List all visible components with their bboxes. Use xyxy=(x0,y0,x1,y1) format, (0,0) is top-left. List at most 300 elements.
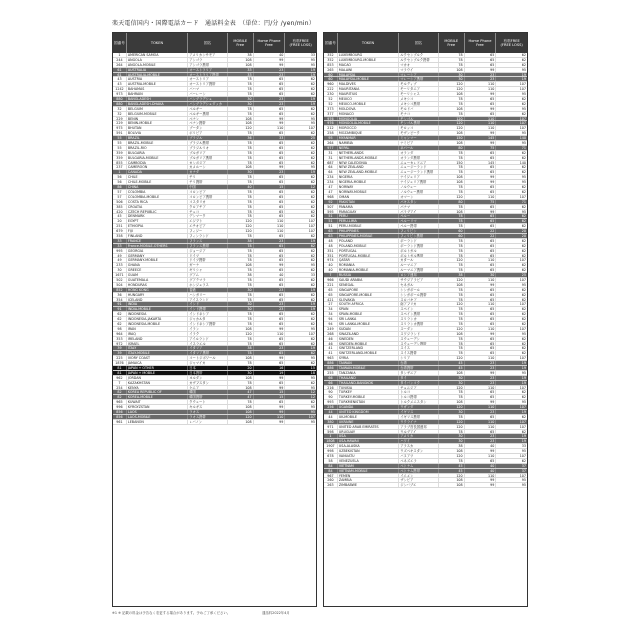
cell-home-phone-rate: 99 xyxy=(465,210,497,214)
cell-mobile-rate: 150 xyxy=(439,136,465,140)
cell-free-loss-rate: 62 xyxy=(521,62,526,67)
cell-mobile-rate: 78 xyxy=(439,63,465,67)
cell-free-loss-rate: 62 xyxy=(310,77,315,82)
cell-home-phone-rate: 65 xyxy=(254,175,286,179)
cell-code: 1808 xyxy=(324,439,338,443)
cell-token: CHINA xyxy=(127,185,188,189)
cell-country-name: エチオピア xyxy=(188,224,228,228)
cell-free-loss-rate: 62 xyxy=(521,214,526,219)
cell-mobile-rate: 108 xyxy=(228,165,254,169)
cell-home-phone-rate: 65 xyxy=(465,263,497,267)
cell-home-phone-rate: 99 xyxy=(465,283,497,287)
cell-mobile-rate: 78 xyxy=(439,346,465,350)
cell-free-loss-rate: 33 xyxy=(310,53,315,57)
cell-token: CZECH REPUBLIC xyxy=(127,210,188,214)
cell-token: ANGOLA xyxy=(127,58,188,62)
cell-country-name: スリランカ携帯 xyxy=(399,322,439,326)
cell-home-phone-rate: 15 xyxy=(254,390,286,394)
cell-home-phone-rate: 23 xyxy=(254,170,286,174)
cell-home-phone-rate: 65 xyxy=(465,239,497,243)
cell-home-phone-rate: 23 xyxy=(254,288,286,292)
cell-token: SWEDEN xyxy=(338,337,399,341)
cell-country-name: ザンビア xyxy=(399,478,439,482)
cell-free-loss-rate: 15 xyxy=(310,366,315,370)
cell-home-phone-rate: 65 xyxy=(465,415,497,419)
cell-country-name: カザフスタン xyxy=(188,381,228,385)
cell-home-phone-rate: 75 xyxy=(465,146,497,150)
cell-home-phone-rate: 65 xyxy=(254,278,286,282)
cell-token: PORTUGAL-MOBILE xyxy=(338,254,399,258)
cell-mobile-rate: 78 xyxy=(439,351,465,355)
cell-token: ITALY-MOBILE xyxy=(127,351,188,355)
cell-token: KOREA-MOBILE xyxy=(127,395,188,399)
cell-token: MALDIVES xyxy=(338,82,399,86)
cell-mobile-rate: 108 xyxy=(439,180,465,184)
cell-country-name: ホンジュラス xyxy=(188,283,228,287)
cell-mobile-rate: 78 xyxy=(228,254,254,258)
cell-free-loss-rate: 107 xyxy=(519,424,526,429)
cell-code: 94 xyxy=(324,322,338,326)
cell-mobile-rate: 80 xyxy=(439,146,465,150)
cell-free-loss-rate: 62 xyxy=(310,336,315,341)
cell-country-name: スリランカ xyxy=(399,317,439,321)
cell-free-loss-rate: 25 xyxy=(310,136,315,141)
cell-token: PHILIPPINES xyxy=(338,229,399,233)
cell-mobile-rate: 78 xyxy=(228,249,254,253)
cell-country-name: チリ携帯 xyxy=(188,180,228,184)
cell-country-name: ポルトガル xyxy=(399,249,439,253)
cell-home-phone-rate: 99 xyxy=(465,107,497,111)
cell-mobile-rate: 108 xyxy=(228,63,254,67)
cell-home-phone-rate: 65 xyxy=(254,210,286,214)
cell-mobile-rate: 30 xyxy=(439,439,465,443)
cell-home-phone-rate: 30 xyxy=(465,273,497,277)
cell-home-phone-rate: 65 xyxy=(465,185,497,189)
cell-mobile-rate: 78 xyxy=(439,214,465,218)
cell-country-name: ナイジェリア xyxy=(399,175,439,179)
cell-token: PERU xyxy=(338,214,399,218)
cell-code: 44 xyxy=(324,415,338,419)
cell-free-loss-rate: 107 xyxy=(519,258,526,263)
cell-home-phone-rate: 23 xyxy=(254,97,286,101)
cell-token: LUXEMBOURG xyxy=(338,53,399,57)
cell-free-loss-rate: 62 xyxy=(521,458,526,463)
cell-free-loss-rate: 12 xyxy=(310,390,315,395)
cell-code: 263 xyxy=(324,483,338,487)
cell-home-phone-rate: 99 xyxy=(254,420,286,424)
cell-mobile-rate: 120 xyxy=(439,278,465,282)
cell-mobile-rate: 108 xyxy=(439,483,465,487)
cell-country-name: タイバンコク xyxy=(399,381,439,385)
cell-country-name: チェコ xyxy=(188,210,228,214)
cell-country-name: ルクセンブルク xyxy=(399,53,439,57)
cell-code: 998 xyxy=(324,449,338,453)
cell-country-name: コロンビア xyxy=(188,190,228,194)
cell-free-loss-rate: 62 xyxy=(521,53,526,57)
cell-code: 41 xyxy=(324,351,338,355)
header-country-name: 国名 xyxy=(188,33,228,53)
cell-mobile-rate: 78 xyxy=(228,205,254,209)
cell-home-phone-rate: 110 xyxy=(465,302,497,306)
cell-country-name: ベネズエラ xyxy=(399,459,439,463)
cell-code: 385 xyxy=(113,205,127,209)
cell-code: 222 xyxy=(324,87,338,91)
cell-free-loss-rate: 107 xyxy=(519,87,526,92)
cell-token: SRI LANKA-MOBILE xyxy=(338,322,399,326)
cell-country-name: ポルトガル携帯 xyxy=(399,254,439,258)
cell-country-name: ブラジルリオ xyxy=(188,146,228,150)
cell-country-name: イラク xyxy=(188,332,228,336)
cell-mobile-rate: 78 xyxy=(439,288,465,292)
cell-free-loss-rate: 95 xyxy=(310,62,315,67)
cell-mobile-rate: 30 xyxy=(228,302,254,306)
cell-mobile-rate: 47 xyxy=(228,390,254,394)
cell-mobile-rate: 78 xyxy=(228,214,254,218)
cell-home-phone-rate: 65 xyxy=(465,151,497,155)
cell-code: 880 xyxy=(113,102,127,106)
cell-mobile-rate: 45 xyxy=(439,469,465,473)
cell-code: 502 xyxy=(113,278,127,282)
cell-country-name: ブラジル携帯 xyxy=(188,141,228,145)
cell-token: CAMBODIA xyxy=(127,161,188,165)
cell-country-name: イエメン xyxy=(399,474,439,478)
cell-free-loss-rate: 95 xyxy=(521,106,526,111)
cell-home-phone-rate: 65 xyxy=(254,400,286,404)
cell-country-name: ナイジェリア携帯 xyxy=(399,180,439,184)
cell-country-name: 台湾携帯 xyxy=(399,366,439,370)
cell-country-name: パラグアイ xyxy=(399,210,439,214)
cell-country-name: トルコ xyxy=(399,390,439,394)
cell-token: MOROCCO xyxy=(338,126,399,130)
cell-home-phone-rate: 65 xyxy=(465,58,497,62)
cell-free-loss-rate: 19 xyxy=(310,346,315,351)
cell-token: BOLIVIA xyxy=(127,131,188,135)
cell-country-name: ベトナム xyxy=(399,464,439,468)
cell-token: VANUATU xyxy=(338,454,399,458)
cell-token: SINGAPORE-MOBILE xyxy=(338,293,399,297)
cell-token: GUATEMALA xyxy=(127,278,188,282)
cell-free-loss-rate: 62 xyxy=(521,390,526,395)
cell-home-phone-rate: 65 xyxy=(254,205,286,209)
cell-country-name: オマーン xyxy=(399,195,439,199)
cell-token: SRI LANKA xyxy=(338,317,399,321)
cell-free-loss-rate: 62 xyxy=(310,214,315,219)
cell-free-loss-rate: 19 xyxy=(521,434,526,439)
cell-mobile-rate: 78 xyxy=(228,151,254,155)
cell-home-phone-rate: 65 xyxy=(465,307,497,311)
cell-mobile-rate: 78 xyxy=(439,165,465,169)
cell-token: SOUTH AFRICA xyxy=(338,302,399,306)
cell-home-phone-rate: 99 xyxy=(254,376,286,380)
cell-free-loss-rate: 62 xyxy=(521,429,526,434)
cell-country-name: ブルガリア携帯 xyxy=(188,156,228,160)
cell-free-loss-rate: 95 xyxy=(310,326,315,331)
cell-token: USA xyxy=(338,434,399,438)
cell-free-loss-rate: 107 xyxy=(308,224,315,229)
cell-code: 1 xyxy=(324,434,338,438)
cell-mobile-rate: 108 xyxy=(228,410,254,414)
cell-code: 595 xyxy=(324,210,338,214)
cell-token: KOREA REPUBLIC OF xyxy=(127,390,188,394)
cell-country-name: ハワイ xyxy=(399,439,439,443)
cell-mobile-rate: 108 xyxy=(439,283,465,287)
cell-code: 43 xyxy=(113,82,127,86)
cell-free-loss-rate: 62 xyxy=(521,224,526,229)
cell-code: 33 xyxy=(113,239,127,243)
cell-mobile-rate: 120 xyxy=(439,117,465,121)
cell-token: PERU-MOBILE xyxy=(338,224,399,228)
cell-home-phone-rate: 65 xyxy=(254,141,286,145)
cell-mobile-rate: 120 xyxy=(228,332,254,336)
cell-code: 975 xyxy=(113,126,127,130)
cell-free-loss-rate: 19 xyxy=(521,361,526,365)
cell-home-phone-rate: 15 xyxy=(254,185,286,189)
cell-country-name: タイ xyxy=(399,376,439,380)
cell-free-loss-rate: 107 xyxy=(519,82,526,87)
cell-country-name: カメルーン xyxy=(188,165,228,169)
cell-mobile-rate: 33 xyxy=(228,68,254,72)
cell-home-phone-rate: 40 xyxy=(254,53,286,57)
cell-mobile-rate: 108 xyxy=(439,400,465,404)
cell-home-phone-rate: 99 xyxy=(465,478,497,482)
cell-token: CROATIA xyxy=(127,205,188,209)
cell-mobile-rate: 120 xyxy=(228,415,254,419)
cell-code: 212 xyxy=(324,126,338,130)
cell-code: 84 xyxy=(324,469,338,473)
cell-code: 679 xyxy=(113,229,127,233)
cell-code: 49 xyxy=(113,258,127,262)
cell-code: 32 xyxy=(113,112,127,116)
cell-free-loss-rate: 95 xyxy=(310,375,315,380)
cell-mobile-rate: 78 xyxy=(439,185,465,189)
cell-code: 46 xyxy=(324,342,338,346)
cell-code: 976 xyxy=(324,121,338,125)
cell-country-name: マラウイ xyxy=(399,68,439,72)
cell-free-loss-rate: 107 xyxy=(519,277,526,282)
cell-token: USA-HAWAII xyxy=(338,439,399,443)
cell-home-phone-rate: 65 xyxy=(254,190,286,194)
cell-code: 47 xyxy=(324,185,338,189)
cell-token: LEBANON xyxy=(127,420,188,424)
cell-free-loss-rate: 19 xyxy=(521,77,526,82)
cell-country-name: シンガポール xyxy=(399,288,439,292)
cell-mobile-rate: 78 xyxy=(439,337,465,341)
cell-token: IRAN xyxy=(127,327,188,331)
cell-free-loss-rate: 12 xyxy=(310,185,315,189)
cell-country-name: イタリア xyxy=(188,346,228,350)
cell-free-loss-rate: 62 xyxy=(521,307,526,312)
cell-code: 255 xyxy=(324,371,338,375)
cell-free-loss-rate: 62 xyxy=(521,351,526,356)
cell-mobile-rate: 78 xyxy=(228,278,254,282)
cell-mobile-rate: 78 xyxy=(228,175,254,179)
cell-code: 58 xyxy=(324,459,338,463)
cell-free-loss-rate: 62 xyxy=(310,194,315,199)
cell-free-loss-rate: 95 xyxy=(521,478,526,483)
cell-country-name: クウェート xyxy=(188,400,228,404)
cell-home-phone-rate: 110 xyxy=(465,82,497,86)
cell-home-phone-rate: 65 xyxy=(465,63,497,67)
cell-code: 30 xyxy=(113,268,127,272)
cell-free-loss-rate: 107 xyxy=(308,414,315,419)
cell-mobile-rate: 78 xyxy=(439,395,465,399)
cell-mobile-rate: 78 xyxy=(439,249,465,253)
cell-mobile-rate: 120 xyxy=(439,195,465,199)
cell-home-phone-rate: 65 xyxy=(254,82,286,86)
cell-country-name: ニュージーランド携帯 xyxy=(399,170,439,174)
cell-country-name: ルクセンブルク携帯 xyxy=(399,58,439,62)
cell-country-name: キルギス xyxy=(188,405,228,409)
cell-home-phone-rate: 65 xyxy=(465,346,497,350)
cell-token: ANGOLA-MOBILE xyxy=(127,63,188,67)
cell-mobile-rate: 78 xyxy=(439,102,465,106)
cell-home-phone-rate: 65 xyxy=(254,381,286,385)
cell-code: 968 xyxy=(324,195,338,199)
cell-token: AUSTRALIA xyxy=(127,68,188,72)
cell-mobile-rate: 38 xyxy=(228,273,254,277)
cell-code: 56 xyxy=(113,180,127,184)
cell-token: TURKEY-MOBILE xyxy=(338,395,399,399)
cell-code: 31 xyxy=(324,151,338,155)
cell-mobile-rate: 108 xyxy=(439,92,465,96)
cell-free-loss-rate: 71 xyxy=(521,145,526,150)
table-row xyxy=(324,483,527,488)
cell-mobile-rate: 78 xyxy=(439,322,465,326)
cell-free-loss-rate: 62 xyxy=(521,268,526,273)
cell-code: 856 xyxy=(113,410,127,414)
cell-token: CANADA xyxy=(127,170,188,174)
cell-code: 353 xyxy=(113,337,127,341)
cell-code: 886 xyxy=(324,366,338,370)
cell-home-phone-rate: 65 xyxy=(465,351,497,355)
cell-free-loss-rate: 107 xyxy=(308,126,315,131)
cell-country-name: ベトナム携帯 xyxy=(399,469,439,473)
cell-code: 965 xyxy=(113,400,127,404)
cell-home-phone-rate: 99 xyxy=(254,58,286,62)
cell-token: JAMAICA xyxy=(127,361,188,365)
cell-free-loss-rate: 12 xyxy=(310,395,315,400)
cell-free-loss-rate: 107 xyxy=(519,121,526,126)
cell-code: 856 xyxy=(113,415,127,419)
cell-free-loss-rate: 33 xyxy=(310,273,315,277)
cell-country-name: ヨルダン xyxy=(188,376,228,380)
cell-mobile-rate: 78 xyxy=(439,254,465,258)
cell-code: 63 xyxy=(324,229,338,233)
cell-country-name: カタール xyxy=(399,258,439,262)
cell-country-name: コートジボワール xyxy=(188,356,228,360)
cell-mobile-rate: 150 xyxy=(439,161,465,165)
cell-home-phone-rate: 65 xyxy=(465,390,497,394)
cell-home-phone-rate: 23 xyxy=(254,73,286,77)
header-code: 国番号 xyxy=(113,33,127,53)
cell-code: 963 xyxy=(324,356,338,360)
cell-country-name: ポーランド xyxy=(399,239,439,243)
cell-mobile-rate: 78 xyxy=(228,293,254,297)
cell-mobile-rate: 108 xyxy=(228,386,254,390)
cell-country-name: 中国 xyxy=(188,185,228,189)
cell-free-loss-rate: 62 xyxy=(310,175,315,180)
cell-mobile-rate: 78 xyxy=(439,268,465,272)
cell-mobile-rate: 108 xyxy=(228,420,254,424)
cell-free-loss-rate: 62 xyxy=(521,243,526,248)
cell-free-loss-rate: 95 xyxy=(310,116,315,121)
cell-token: SPAIN-MOBILE xyxy=(338,312,399,316)
cell-free-loss-rate: 62 xyxy=(521,292,526,297)
cell-free-loss-rate: 107 xyxy=(519,419,526,424)
cell-mobile-rate: 78 xyxy=(228,283,254,287)
cell-country-name: オランダ携帯 xyxy=(399,156,439,160)
cell-home-phone-rate: 65 xyxy=(465,205,497,209)
cell-mobile-rate: 78 xyxy=(228,82,254,86)
cell-token: BANGLADESH xyxy=(127,97,188,101)
cell-code: 967 xyxy=(324,474,338,478)
cell-token: PANAMA xyxy=(338,205,399,209)
cell-token: EGYPT xyxy=(127,219,188,223)
cell-home-phone-rate: 23 xyxy=(465,439,497,443)
cell-home-phone-rate: 23 xyxy=(254,346,286,350)
cell-home-phone-rate: 110 xyxy=(465,121,497,125)
cell-country-name: ベルギー xyxy=(188,107,228,111)
cell-mobile-rate: 78 xyxy=(439,390,465,394)
cell-home-phone-rate: 23 xyxy=(465,381,497,385)
cell-free-loss-rate: 62 xyxy=(310,87,315,92)
cell-free-loss-rate: 62 xyxy=(310,155,315,160)
cell-token: JAPAN + MOBILE xyxy=(127,371,188,375)
cell-home-phone-rate: 99 xyxy=(254,405,286,409)
cell-token: BULGARIA xyxy=(127,151,188,155)
cell-home-phone-rate: 65 xyxy=(465,288,497,292)
cell-token: AUSTRIA-MOBILE xyxy=(127,82,188,86)
header-country-name: 国名 xyxy=(399,33,439,53)
cell-country-name: インド携帯 xyxy=(188,307,228,311)
cell-mobile-rate: 78 xyxy=(228,312,254,316)
cell-token: GUAM xyxy=(127,273,188,277)
cell-country-name: フィリピン xyxy=(399,229,439,233)
cell-token: SINGAPORE xyxy=(338,288,399,292)
cell-mobile-rate: 30 xyxy=(439,77,465,81)
cell-country-name: クロアチア xyxy=(188,205,228,209)
cell-country-name: モロッコ xyxy=(399,126,439,130)
cell-country-name: インドネシア携帯 xyxy=(188,322,228,326)
cell-code: 57 xyxy=(113,195,127,199)
cell-mobile-rate: 108 xyxy=(228,121,254,125)
cell-token: MALAWI xyxy=(338,68,399,72)
cell-token: TUNISIA xyxy=(338,386,399,390)
cell-home-phone-rate: 65 xyxy=(254,214,286,218)
cell-code: 49 xyxy=(113,254,127,258)
cell-free-loss-rate: 95 xyxy=(310,385,315,390)
cell-free-loss-rate: 71 xyxy=(521,199,526,204)
cell-token: BELGIUM xyxy=(127,107,188,111)
cell-mobile-rate: 30 xyxy=(439,376,465,380)
cell-home-phone-rate: 65 xyxy=(465,53,497,57)
cell-free-loss-rate: 19 xyxy=(310,72,315,77)
cell-token: TANZANIA xyxy=(338,371,399,375)
cell-country-name: ベルギー携帯 xyxy=(188,112,228,116)
cell-mobile-rate: 108 xyxy=(439,131,465,135)
cell-mobile-rate: 47 xyxy=(228,395,254,399)
cell-home-phone-rate: 99 xyxy=(254,63,286,67)
cell-free-loss-rate: 62 xyxy=(310,282,315,287)
cell-mobile-rate: 78 xyxy=(228,400,254,404)
cell-mobile-rate: 60 xyxy=(439,229,465,233)
footnote: ※1 ※ 記載の料金は予告なく変更する場合があります。予めご了承ください。 xyxy=(112,611,231,615)
cell-free-loss-rate: 95 xyxy=(521,370,526,375)
cell-mobile-rate: 78 xyxy=(439,244,465,248)
cell-free-loss-rate: 62 xyxy=(310,145,315,150)
cell-free-loss-rate: 62 xyxy=(310,150,315,155)
cell-home-phone-rate: 23 xyxy=(254,68,286,72)
